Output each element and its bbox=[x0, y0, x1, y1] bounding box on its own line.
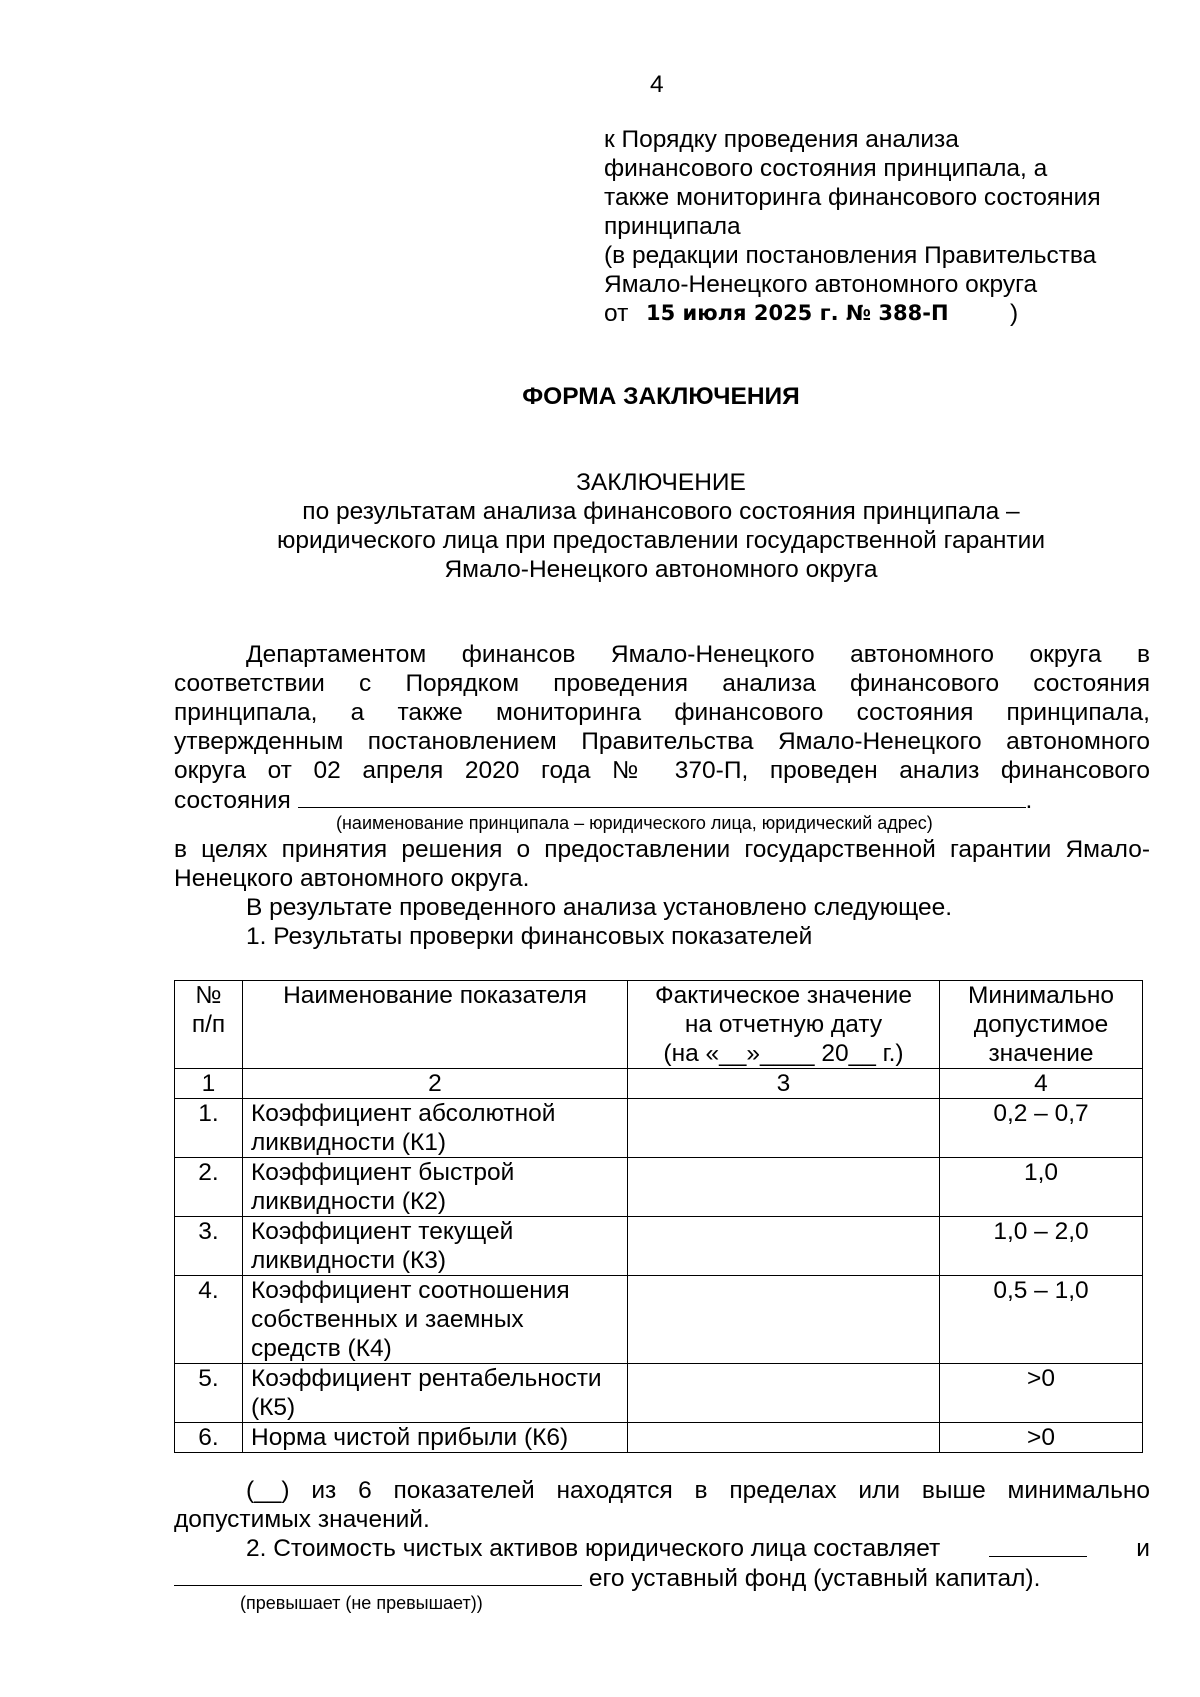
purpose-paragraph bbox=[174, 835, 1150, 893]
conclusion-heading bbox=[180, 468, 1142, 584]
row-indicator-name: Коэффициент абсолютной ликвидности (К1) bbox=[243, 1099, 628, 1158]
appendix-line: принципала bbox=[604, 213, 741, 240]
section-2-line-1 bbox=[246, 1534, 1150, 1563]
table-row bbox=[175, 1217, 1143, 1276]
row-min-value: 0,5 – 1,0 bbox=[940, 1276, 1143, 1364]
intro-last-line bbox=[174, 785, 1032, 815]
table-row bbox=[175, 1158, 1143, 1217]
row-min-value: >0 bbox=[940, 1364, 1143, 1423]
row-min-value: >0 bbox=[940, 1423, 1143, 1453]
appendix-line: Ямало-Ненецкого автономного округа bbox=[604, 271, 1038, 298]
table-row bbox=[175, 1364, 1143, 1423]
section-1-title: 1. Результаты проверки финансовых показателей bbox=[246, 923, 813, 950]
row-num: 1. bbox=[175, 1099, 243, 1158]
result-intro: В результате проведенного анализа установлено следующее. bbox=[246, 894, 953, 921]
row-min-value: 0,2 – 0,7 bbox=[940, 1099, 1143, 1158]
resolution-date: 15 июля 2025 г. № 388-П bbox=[646, 301, 949, 325]
intro-line: утвержденным постановлением Правительства Ямало-Ненецкого автономного bbox=[174, 728, 1150, 755]
intro-line: соответствии с Порядком проведения анализа финансового состояния bbox=[174, 670, 1150, 697]
row-num: 6. bbox=[175, 1423, 243, 1453]
row-actual-value[interactable] bbox=[628, 1423, 940, 1453]
row-num: 5. bbox=[175, 1364, 243, 1423]
header-name: Наименование показателя bbox=[243, 981, 628, 1069]
appendix-line: к Порядку проведения анализа bbox=[604, 126, 959, 153]
exceeds-note: (превышает (не превышает)) bbox=[240, 1593, 483, 1613]
header-actual-line: Фактическое значение bbox=[655, 982, 912, 1009]
table-row bbox=[175, 1276, 1143, 1364]
row-actual-value[interactable] bbox=[628, 1099, 940, 1158]
intro-line: принципала, а также мониторинга финансового состояния принципала, bbox=[174, 699, 1150, 726]
principal-name-blank[interactable] bbox=[298, 785, 1026, 808]
conclusion-title: ЗАКЛЮЧЕНИЕ bbox=[576, 469, 746, 496]
intro-paragraph bbox=[174, 640, 1150, 785]
row-actual-value[interactable] bbox=[628, 1158, 940, 1217]
summary-line: допустимых значений. bbox=[174, 1506, 430, 1533]
summary-paragraph bbox=[174, 1476, 1150, 1534]
table-header-row bbox=[175, 981, 1143, 1069]
principal-name-note: (наименование принципала – юридического лица, юридический адрес) bbox=[336, 813, 933, 833]
intro-last-prefix: состояния bbox=[174, 787, 291, 814]
heading-line: Ямало-Ненецкого автономного округа bbox=[444, 556, 878, 583]
header-actual bbox=[628, 981, 940, 1069]
table-row bbox=[175, 1099, 1143, 1158]
column-number: 3 bbox=[628, 1069, 940, 1099]
appendix-reference bbox=[604, 125, 1164, 328]
column-number: 1 bbox=[175, 1069, 243, 1099]
header-actual-line: на отчетную дату bbox=[684, 1011, 883, 1038]
row-indicator-name: Коэффициент текущей ликвидности (К3) bbox=[243, 1217, 628, 1276]
column-number: 4 bbox=[940, 1069, 1143, 1099]
net-assets-blank[interactable] bbox=[989, 1534, 1087, 1557]
exceeds-blank[interactable] bbox=[174, 1563, 582, 1586]
section-2-text: его уставный фонд (уставный капитал). bbox=[588, 1565, 1041, 1592]
date-prefix: от bbox=[604, 300, 629, 327]
section-2-end: и bbox=[1136, 1535, 1150, 1562]
date-close-paren: ) bbox=[1010, 300, 1019, 327]
table-row bbox=[175, 1423, 1143, 1453]
row-actual-value[interactable] bbox=[628, 1364, 940, 1423]
intro-line: Департаментом финансов Ямало-Ненецкого автономного округа в bbox=[246, 641, 1150, 668]
intro-last-suffix: . bbox=[1025, 787, 1033, 814]
row-indicator-name: Коэффициент рентабельности (К5) bbox=[243, 1364, 628, 1423]
purpose-line: в целях принятия решения о предоставлении государственной гарантии Ямало- bbox=[174, 836, 1150, 863]
appendix-line: финансового состояния принципала, а bbox=[604, 155, 1048, 182]
intro-line: округа от 02 апреля 2020 года № 370-П, проведен анализ финансового bbox=[174, 757, 1150, 784]
section-2-text: 2. Стоимость чистых активов юридического лица составляет bbox=[246, 1535, 941, 1562]
row-actual-value[interactable] bbox=[628, 1217, 940, 1276]
appendix-line: (в редакции постановления Правительства bbox=[604, 242, 1097, 269]
header-num: № п/п bbox=[175, 981, 243, 1069]
header-actual-line: (на «__»____ 20__ г.) bbox=[663, 1040, 904, 1067]
row-min-value: 1,0 bbox=[940, 1158, 1143, 1217]
heading-line: по результатам анализа финансового состояния принципала – bbox=[302, 498, 1020, 525]
row-indicator-name: Коэффициент быстрой ликвидности (К2) bbox=[243, 1158, 628, 1217]
appendix-date-line bbox=[604, 299, 1164, 328]
form-title: ФОРМА ЗАКЛЮЧЕНИЯ bbox=[522, 383, 800, 410]
page-number: 4 bbox=[650, 71, 664, 98]
row-indicator-name: Коэффициент соотношения собственных и заемных средств (К4) bbox=[243, 1276, 628, 1364]
column-number: 2 bbox=[243, 1069, 628, 1099]
section-2-line-2 bbox=[174, 1563, 1040, 1593]
heading-line: юридического лица при предоставлении государственной гарантии bbox=[276, 527, 1046, 554]
row-min-value: 1,0 – 2,0 bbox=[940, 1217, 1143, 1276]
row-num: 4. bbox=[175, 1276, 243, 1364]
purpose-line: Ненецкого автономного округа. bbox=[174, 865, 530, 892]
row-indicator-name: Норма чистой прибыли (К6) bbox=[243, 1423, 628, 1453]
row-num: 3. bbox=[175, 1217, 243, 1276]
appendix-line: также мониторинга финансового состояния bbox=[604, 184, 1101, 211]
header-min: Минимально допустимое значение bbox=[940, 981, 1143, 1069]
indicators-table bbox=[174, 980, 1143, 1453]
column-number-row bbox=[175, 1069, 1143, 1099]
summary-line: (__) из 6 показателей находятся в пределах или выше минимально bbox=[246, 1477, 1150, 1504]
row-actual-value[interactable] bbox=[628, 1276, 940, 1364]
row-num: 2. bbox=[175, 1158, 243, 1217]
